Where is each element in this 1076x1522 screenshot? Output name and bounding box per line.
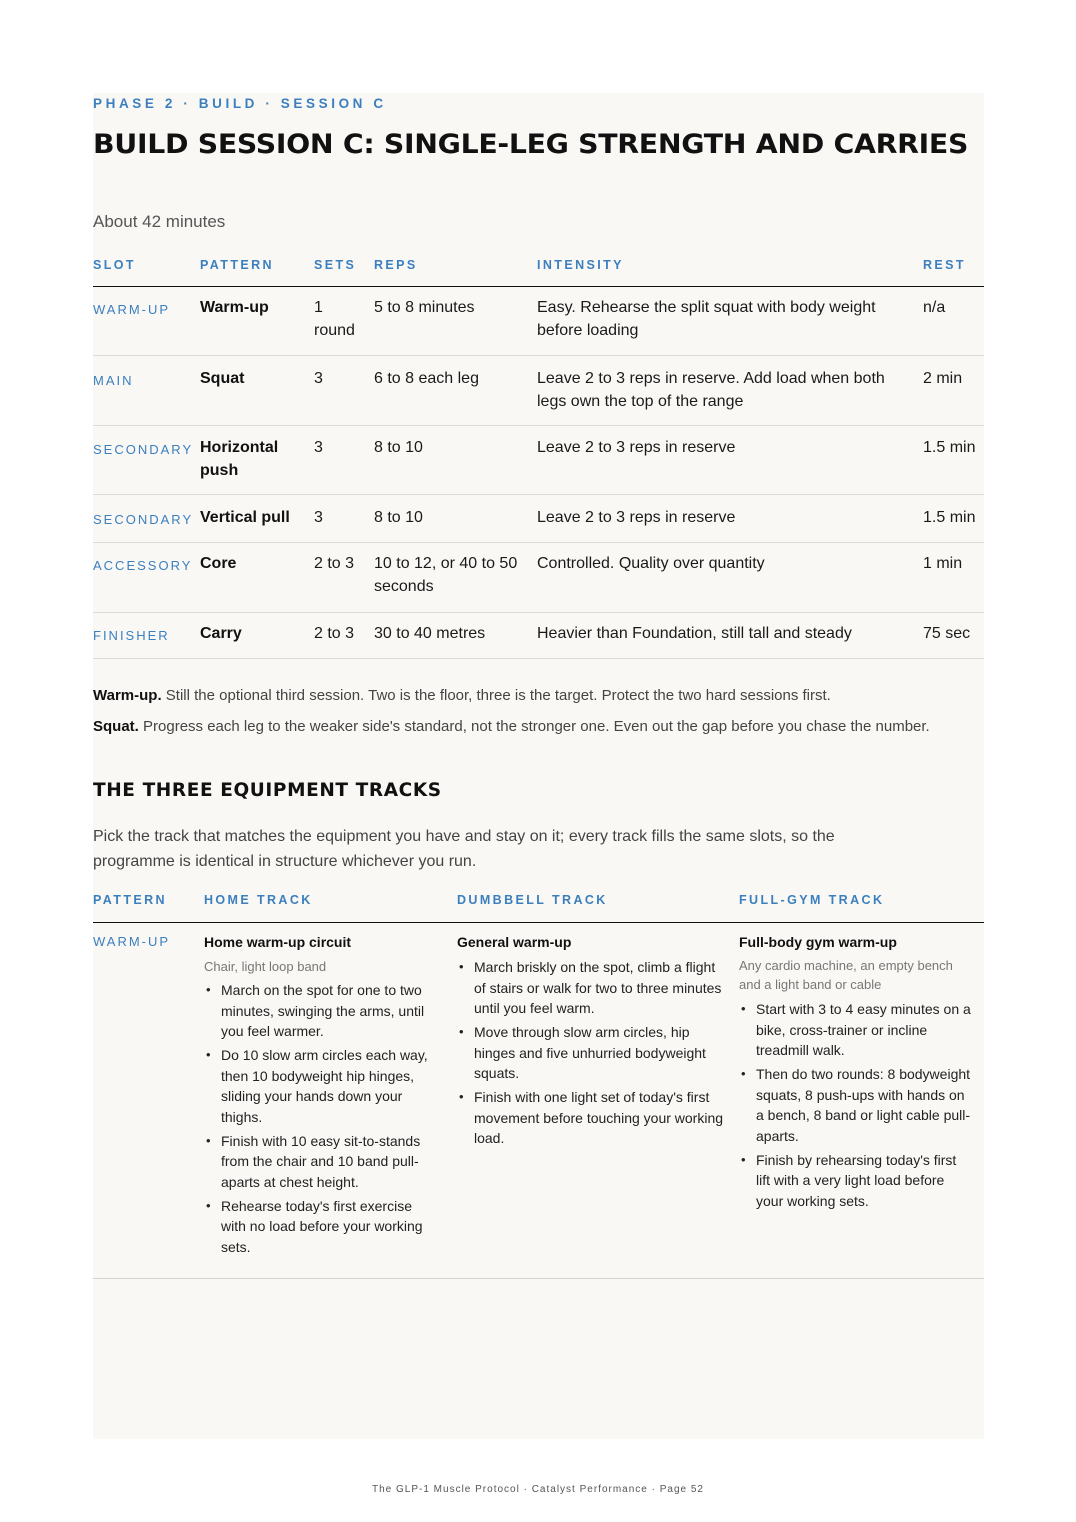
section-intro: Pick the track that matches the equipment you have and stay on it; every track fills the same slots, so the programme is identical in structure whichever you run.	[93, 828, 835, 870]
row-intensity: Leave 2 to 3 reps in reserve	[537, 509, 736, 526]
row-rest: 1 min	[923, 555, 963, 572]
row-sets: 3	[314, 509, 323, 526]
row-rest: 1.5 min	[923, 509, 976, 526]
row-pattern: Squat	[200, 370, 245, 387]
row-intensity: Controlled. Quality over quantity	[537, 555, 765, 572]
note-text: Still the optional third session. Two is the floor, three is the target. Protect the two hard sessions first.	[165, 687, 831, 704]
list-item: • Do 10 slow arm circles each way, then 10 bodyweight hip hinges, sliding your hands down your thighs.	[204, 1045, 436, 1127]
row-reps: 10 to 12, or 40 to 50 seconds	[374, 555, 518, 595]
header-pattern: PATTERN	[93, 893, 167, 907]
list-item: • Then do two rounds: 8 bodyweight squats, 8 push-ups with hands on a bench, 8 band or light cable pull-aparts.	[739, 1064, 974, 1146]
note-label: Squat.	[93, 718, 139, 735]
header-home-track: HOME TRACK	[204, 893, 313, 907]
list-item: • Start with 3 to 4 easy minutes on a bike, cross-trainer or incline treadmill walk.	[739, 999, 974, 1061]
row-reps: 8 to 10	[374, 439, 423, 456]
tracks-row-warm-up	[93, 923, 984, 1279]
note-label: Warm-up.	[93, 687, 162, 704]
row-slot: WARM-UP	[93, 934, 171, 949]
header-rest: REST	[923, 258, 966, 272]
row-sets: 3	[314, 370, 323, 387]
row-intensity: Leave 2 to 3 reps in reserve	[537, 439, 736, 456]
list-item: • Finish with 10 easy sit-to-stands from the chair and 10 band pull-aparts at chest height.	[204, 1131, 436, 1193]
page-footer: The GLP-1 Muscle Protocol · Catalyst Performance · Page 52	[371, 1484, 704, 1495]
header-sets: SETS	[314, 258, 357, 272]
row-reps: 8 to 10	[374, 509, 423, 526]
row-sets: 2 to 3	[314, 555, 355, 572]
row-intensity: Heavier than Foundation, still tall and steady	[537, 625, 852, 642]
list-item: • Move through slow arm circles, hip hinges and five unhurried bodyweight squats.	[457, 1022, 727, 1084]
row-reps: 6 to 8 each leg	[374, 370, 479, 387]
header-slot: SLOT	[93, 258, 136, 272]
row-rest: 2 min	[923, 370, 963, 387]
track-steps	[739, 999, 974, 1215]
row-reps: 5 to 8 minutes	[374, 299, 475, 316]
session-table-header	[93, 258, 984, 287]
row-slot: FINISHER	[93, 628, 170, 643]
track-title: Home warm-up circuit	[204, 934, 352, 950]
table-row	[93, 296, 984, 356]
list-item: • Rehearse today's first exercise with no load before your working sets.	[204, 1196, 436, 1258]
row-slot: WARM-UP	[93, 302, 171, 317]
track-equipment: Any cardio machine, an empty bench and a light band or cable	[739, 958, 953, 992]
eyebrow: PHASE 2 · BUILD · SESSION C	[93, 96, 387, 111]
header-pattern: PATTERN	[200, 258, 274, 272]
row-rest: n/a	[923, 299, 946, 316]
section-title: THE THREE EQUIPMENT TRACKS	[93, 780, 442, 801]
list-item: • Finish with one light set of today's first movement before touching your working load.	[457, 1087, 727, 1149]
row-slot: ACCESSORY	[93, 558, 193, 573]
row-rest: 1.5 min	[923, 439, 976, 456]
note-squat	[93, 717, 984, 737]
header-dumbbell-track: DUMBBELL TRACK	[457, 893, 608, 907]
row-sets: 1 round	[314, 299, 355, 339]
list-item: • March briskly on the spot, climb a flight of stairs or walk for two to three minutes until you feel warm.	[457, 957, 727, 1019]
table-row	[93, 622, 984, 659]
note-warm-up	[93, 686, 984, 706]
row-pattern: Warm-up	[200, 299, 269, 316]
row-reps: 30 to 40 metres	[374, 625, 486, 642]
track-steps	[204, 980, 436, 1261]
header-intensity: INTENSITY	[537, 258, 624, 272]
table-row	[93, 506, 984, 543]
track-title: General warm-up	[457, 934, 572, 950]
row-intensity: Leave 2 to 3 reps in reserve. Add load when both legs own the top of the range	[537, 370, 885, 410]
row-sets: 2 to 3	[314, 625, 355, 642]
track-title: Full-body gym warm-up	[739, 934, 897, 950]
row-pattern: Horizontal push	[200, 439, 279, 479]
row-pattern: Core	[200, 555, 237, 572]
page-title: BUILD SESSION C: SINGLE-LEG STRENGTH AND CARRIES	[93, 129, 969, 160]
list-item: • March on the spot for one to two minutes, swinging the arms, until you feel warmer.	[204, 980, 436, 1042]
row-sets: 3	[314, 439, 323, 456]
header-reps: REPS	[374, 258, 418, 272]
row-slot: SECONDARY	[93, 512, 194, 527]
row-intensity: Easy. Rehearse the split squat with body weight before loading	[537, 299, 876, 339]
track-steps	[457, 957, 727, 1152]
row-rest: 75 sec	[923, 625, 971, 642]
table-row	[93, 367, 984, 426]
row-slot: SECONDARY	[93, 442, 194, 457]
session-duration: About 42 minutes	[93, 212, 226, 231]
row-slot: MAIN	[93, 373, 134, 388]
track-equipment: Chair, light loop band	[204, 959, 327, 974]
row-pattern: Carry	[200, 625, 242, 642]
tracks-table-header	[93, 893, 984, 923]
list-item: • Finish by rehearsing today's first lift with a very light load before your working sets.	[739, 1150, 974, 1212]
row-pattern: Vertical pull	[200, 509, 290, 526]
note-text: Progress each leg to the weaker side's standard, not the stronger one. Even out the gap before you chase the number.	[143, 718, 930, 735]
header-gym-track: FULL-GYM TRACK	[739, 893, 885, 907]
table-row	[93, 552, 984, 613]
table-row	[93, 436, 984, 495]
